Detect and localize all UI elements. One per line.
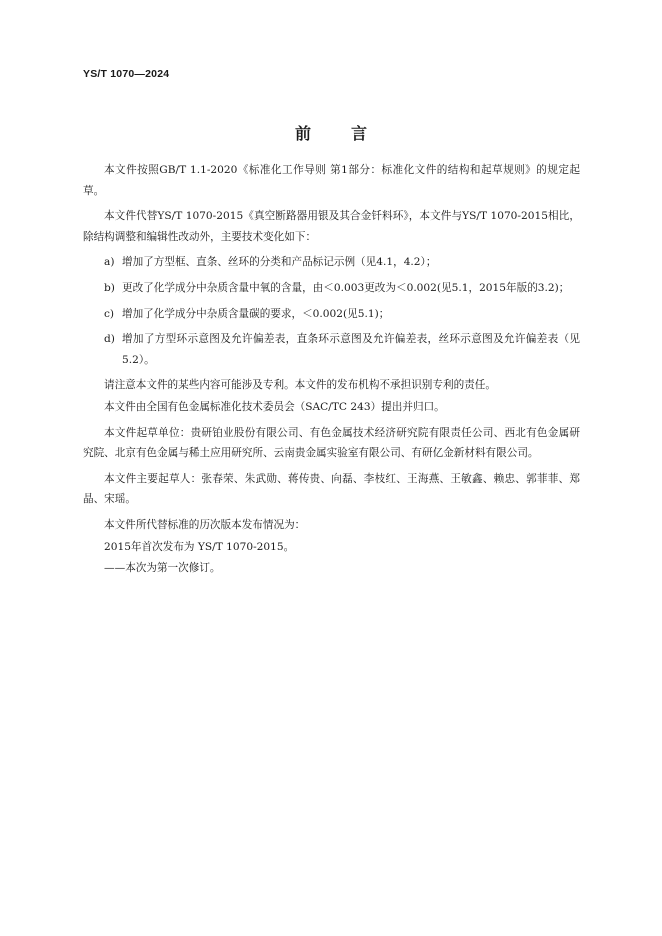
paragraph-committee: 本文件由全国有色金属标准化技术委员会（SAC/TC 243）提出并归口。 (104, 400, 445, 413)
change-text: 增加了方型环示意图及允许偏差表，直条环示意图及允许偏差表，丝环示意图及允许偏差表（见5.2）。 (122, 333, 580, 366)
change-text: 增加了方型框、直条、丝环的分类和产品标记示例（见4.1，4.2）； (122, 256, 437, 269)
change-item-d (83, 329, 580, 370)
paragraph-patent-notice: 请注意本文件的某些内容可能涉及专利。本文件的发布机构不承担识别专利的责任。 (104, 379, 496, 392)
change-item-c (83, 304, 580, 325)
history-item-first: 2015年首次发布为 YS/T 1070-2015。 (104, 540, 295, 553)
paragraph-history-intro: 本文件所代替标准的历次版本发布情况为： (104, 518, 306, 531)
change-marker: b) (104, 281, 115, 294)
change-marker: a) (104, 256, 115, 269)
paragraph-drafting-units: 本文件起草单位：贵研铂业股份有限公司、有色金属技术经济研究院有限责任公司、西北有色金属研究院、北京有色金属与稀土应用研究所、云南贵金属实验室有限公司、有研亿金新材料有限公司。 (83, 426, 580, 460)
change-marker: c) (104, 307, 115, 320)
change-text: 更改了化学成分中杂质含量中氧的含量，由＜0.003更改为＜0.002(见5.1，2015年版的3.2)； (122, 281, 570, 294)
change-item-a (83, 252, 580, 273)
document-code: YS/T 1070—2024 (83, 68, 170, 80)
page-title: 前 言 (294, 124, 379, 143)
change-marker: d) (104, 333, 115, 346)
foreword-body (83, 160, 580, 584)
paragraph-drafters: 本文件主要起草人：张春荣、朱武勋、蒋传贵、向磊、李枝红、王海燕、王敏鑫、赖忠、郭菲菲、郑晶、宋瑶。 (83, 472, 580, 506)
change-text: 增加了化学成分中杂质含量碳的要求，＜0.002(见5.1)； (122, 307, 390, 320)
history-item-revision: ——本次为第一次修订。 (104, 562, 221, 575)
paragraph-drafting-rules: 本文件按照GB/T 1.1-2020《标准化工作导则 第1部分：标准化文件的结构和起草规则》的规定起草。 (83, 164, 580, 197)
change-item-b (83, 278, 580, 299)
paragraph-replacement: 本文件代替YS/T 1070-2015《真空断路器用银及其合金钎料环》，本文件与YS/T 1070-2015相比，除结构调整和编辑性改动外，主要技术变化如下： (83, 210, 580, 243)
